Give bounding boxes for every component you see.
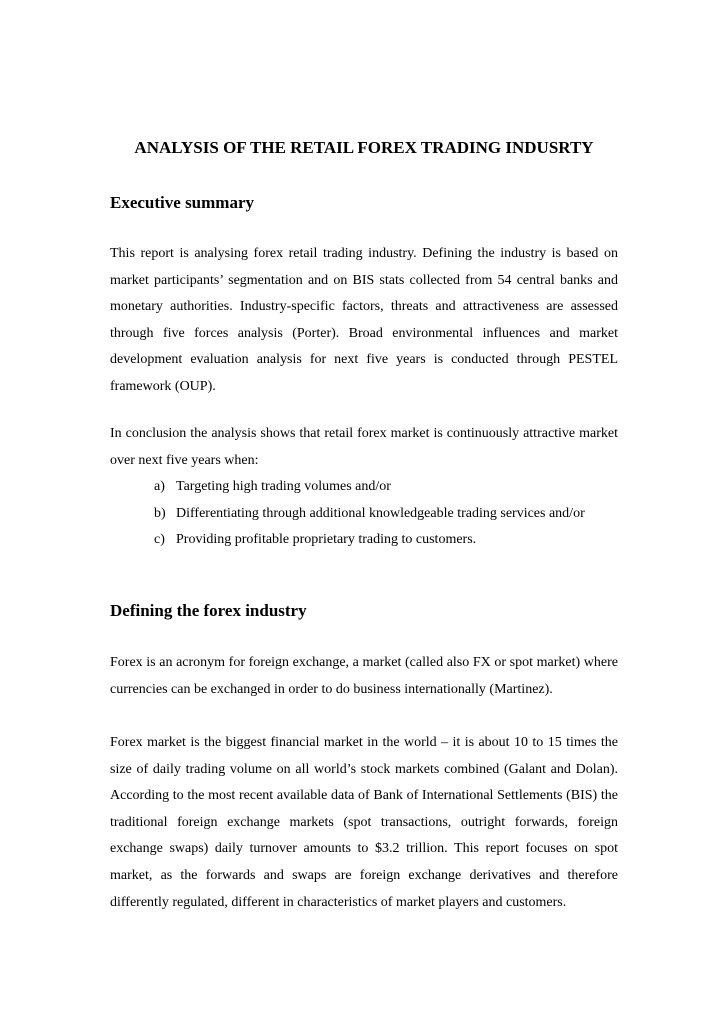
list-item-text: Targeting high trading volumes and/or [176, 479, 391, 494]
list-item [154, 527, 624, 554]
list-item [154, 474, 624, 501]
conclusion-list [154, 474, 624, 554]
section-heading-executive-summary: Executive summary [110, 193, 255, 212]
forex-definition-paragraph: Forex is an acronym for foreign exchange, a market (called also FX or spot market) where currencies can be exchanged in order to do business internationally (Martinez). [110, 655, 618, 697]
list-item-text: Providing profitable proprietary trading to customers. [176, 532, 477, 548]
executive-summary-paragraph-2: In conclusion the analysis shows that retail forex market is continuously attractive market over next five years when: [110, 426, 618, 468]
list-marker: a) [154, 479, 165, 494]
list-item-text: Differentiating through additional knowledgeable trading services and/or [176, 505, 585, 521]
list-marker: b) [154, 505, 166, 521]
list-marker: c) [154, 532, 165, 548]
document-title: ANALYSIS OF THE RETAIL FOREX TRADING INDUSRTY [134, 138, 594, 157]
list-item [154, 501, 624, 528]
forex-market-size-paragraph: Forex market is the biggest financial market in the world – it is about 10 to 15 times the size of daily trading volume on all world’s stock markets combined (Galant and Dolan). According to the most recent available data of Bank of International Settlements (BIS) the traditional foreign exchange markets (spot transactions, outright forwards, foreign exchange swaps) daily turnover amounts to $3.2 trillion. This report focuses on spot market, as the forwards and swaps are foreign exchange derivatives and therefore differently regulated, different in characteristics of market players and customers. [110, 735, 618, 910]
executive-summary-paragraph-1: This report is analysing forex retail trading industry. Defining the industry is based on market participants’ segmentation and on BIS stats collected from 54 central banks and monetary authorities. Industry-specific factors, threats and attractiveness are assessed through five forces analysis (Porter). Broad environmental influences and market development evaluation analysis for next five years is conducted through PESTEL framework (OUP). [110, 246, 618, 394]
section-heading-defining-forex: Defining the forex industry [110, 601, 307, 620]
